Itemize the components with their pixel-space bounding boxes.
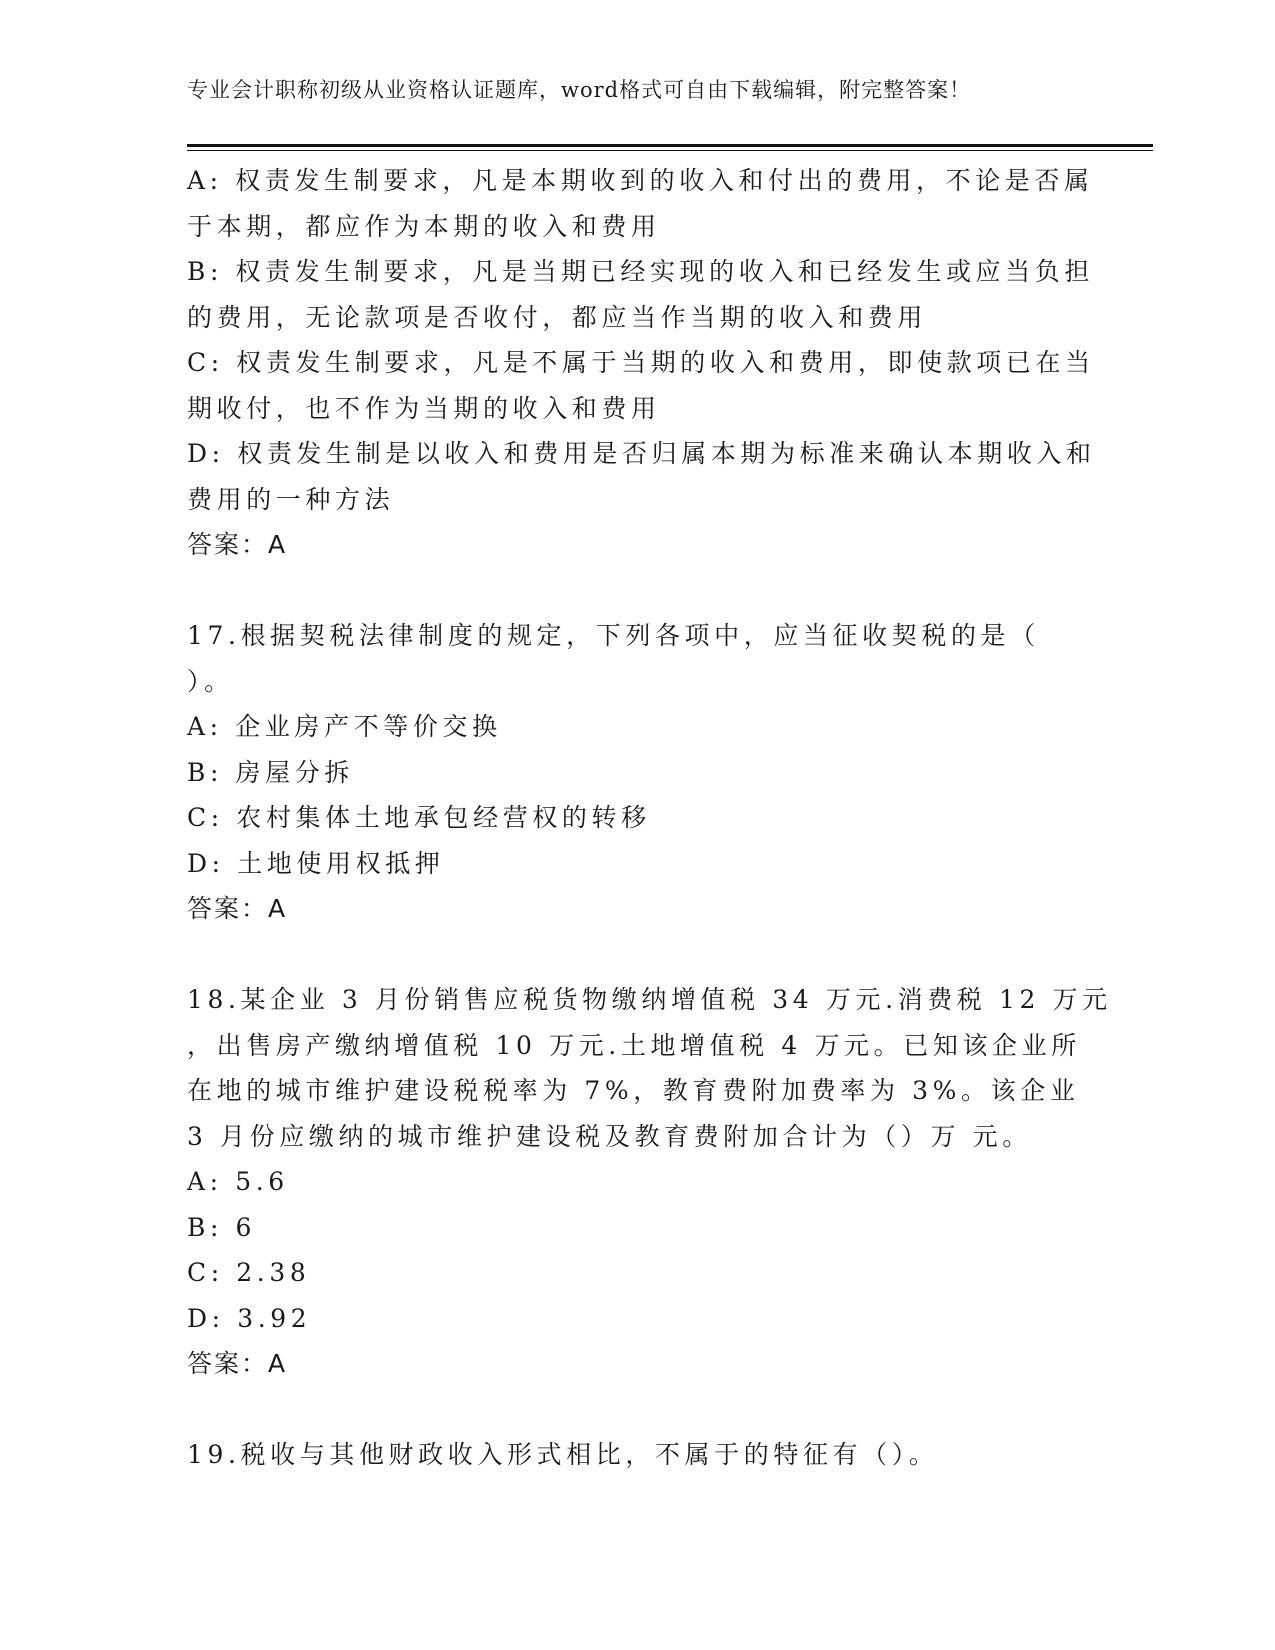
q16-option-d-line1: D: 权责发生制是以收入和费用是否归属本期为标准来确认本期收入和 bbox=[187, 439, 1096, 468]
q17-question-line2: ）。 bbox=[187, 666, 234, 696]
q18-option-d: D: 3.92 bbox=[187, 1303, 312, 1333]
q19-question-line1: 19.税收与其他财政收入形式相比，不属于的特征有（）。 bbox=[187, 1440, 939, 1469]
q16-option-a-line1: A: 权责发生制要求，凡是本期收到的收入和付出的费用，不论是否属 bbox=[187, 166, 1094, 195]
q18-answer: 答案：A bbox=[187, 1349, 288, 1378]
q16-option-a-line2: 于本期，都应作为本期的收入和费用 bbox=[187, 211, 661, 241]
q16-option-b-line1: B: 权责发生制要求，凡是当期已经实现的收入和已经发生或应当负担 bbox=[187, 257, 1094, 286]
page-header: 专业会计职称初级从业资格认证题库，word格式可自由下载编辑，附完整答案！ bbox=[187, 78, 972, 102]
q18-question-line2: ，出售房产缴纳增值税 10 万元.土地增值税 4 万元。已知该企业所 bbox=[187, 1030, 1081, 1060]
q16-option-c-line1: C: 权责发生制要求，凡是不属于当期的收入和费用，即使款项已在当 bbox=[187, 348, 1095, 377]
q18-question-line4: 3 月份应缴纳的城市维护建设税及教育费附加合计为（）万 元。 bbox=[187, 1121, 1032, 1151]
header-rule-thick bbox=[187, 144, 1153, 147]
question-17 bbox=[187, 613, 1087, 932]
q18-question-line3: 在地的城市维护建设税税率为 7%，教育费附加费率为 3%。该企业 bbox=[187, 1076, 1080, 1105]
q17-option-d: D: 土地使用权抵押 bbox=[187, 848, 445, 878]
q18-option-c: C: 2.38 bbox=[187, 1258, 311, 1287]
header-rule-thin bbox=[187, 150, 1153, 151]
q18-option-b: B: 6 bbox=[187, 1212, 257, 1242]
q16-option-d-line2: 费用的一种方法 bbox=[187, 484, 395, 514]
q16-option-b-line2: 的费用，无论款项是否收付，都应当作当期的收入和费用 bbox=[187, 302, 928, 332]
q17-option-c: C: 农村集体土地承包经营权的转移 bbox=[187, 803, 651, 832]
document-body bbox=[187, 158, 1112, 1478]
q17-option-a: A: 企业房产不等价交换 bbox=[187, 712, 502, 741]
spacer bbox=[187, 568, 1087, 614]
question-18 bbox=[187, 977, 1112, 1387]
q17-question-line1: 17.根据契税法律制度的规定，下列各项中，应当征收契税的是（ bbox=[187, 621, 1040, 650]
q17-option-b: B: 房屋分拆 bbox=[187, 757, 354, 787]
q16-answer: 答案：A bbox=[187, 530, 288, 559]
q16-option-c-line2: 期收付，也不作为当期的收入和费用 bbox=[187, 393, 661, 423]
question-16 bbox=[187, 158, 1096, 568]
spacer bbox=[187, 932, 1087, 978]
question-19 bbox=[187, 1432, 1087, 1478]
q18-option-a: A: 5.6 bbox=[187, 1167, 289, 1196]
q17-answer: 答案：A bbox=[187, 894, 288, 923]
spacer bbox=[187, 1387, 1087, 1433]
q18-question-line1: 18.某企业 3 月份销售应税货物缴纳增值税 34 万元.消费税 12 万元 bbox=[187, 985, 1112, 1014]
